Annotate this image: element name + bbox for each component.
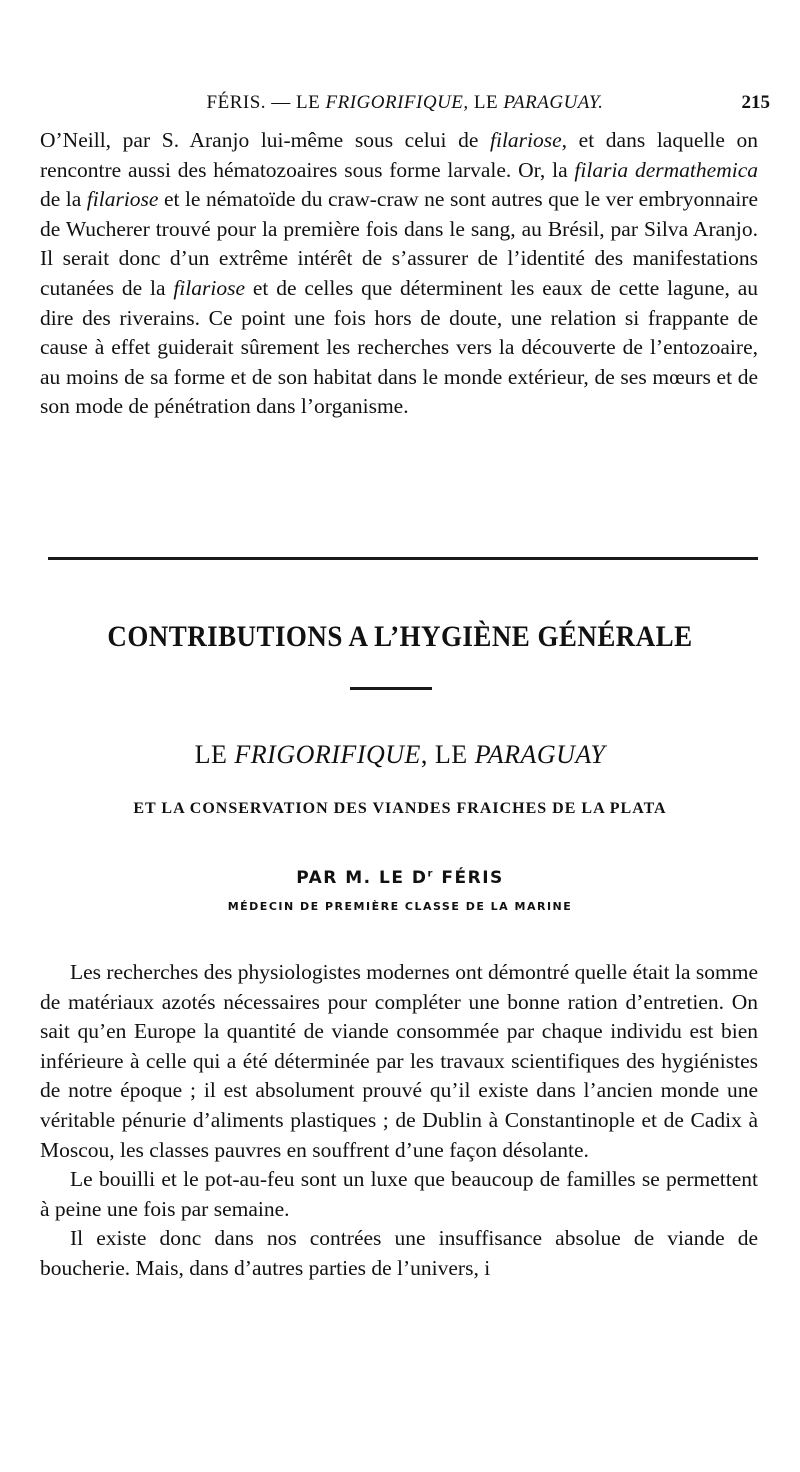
article-body <box>40 958 758 1284</box>
heading-rule <box>350 687 432 690</box>
article-title: LE FRIGORIFIQUE, LE PARAGUAY <box>194 740 606 769</box>
body-paragraph: Il existe donc dans nos contrées une insuffisance absolue de viande de boucherie. Mais, dans d’autres parties de l’univers, i <box>40 1226 758 1280</box>
running-head-italic2: PARAGUAY. <box>503 92 604 113</box>
body-paragraph: Les recherches des physiologistes modernes ont démontré quelle était la somme de matériaux azotés nécessaires pour compléter une bonne ration d’entretien. On sait qu’en Europe la quantité de viande consommée par chaque individu est bien inférieure à celle qui a été déterminée par les travaux scientifiques des hygiénistes de notre époque ; il est absolument prouvé qu’il existe dans l’ancien monde une véritable pénurie d’aliments plastiques ; de Dublin à Constantinople et de Cadix à Moscou, les classes pauvres en souffrent d’une façon désolante. <box>40 960 758 1162</box>
author-affiliation: MÉDECIN DE PREMIÈRE CLASSE DE LA MARINE <box>227 900 573 913</box>
section-heading: CONTRIBUTIONS A L’HYGIÈNE GÉNÉRALE <box>107 620 693 653</box>
author-byline: PAR M. LE $D^r$ FÉRIS <box>296 868 504 888</box>
running-head-italic: FRIGORIFIQUE, <box>325 92 469 113</box>
running-head-title <box>40 92 770 114</box>
continuation-paragraph: O’Neill, par S. Aranjo lui-même sous celui de filariose, et dans laquelle on rencontre aussi des hématozoaires sous forme larvale. Or, la filaria dermathemica de la filariose et le nématoïde du craw-craw ne sont autres que le ver embryonnaire de Wucherer trouvé pour la première fois dans le sang, au Brésil, par Silva Aranjo. Il serait donc d’un extrême intérêt de s’assurer de l’identité des manifestations cutanées de la filariose et de celles que déterminent les eaux de cette lagune, au dire des riverains. Ce point une fois hors de doute, une relation si frappante de cause à effet guiderait sûrement les recherches vers la découverte de l’entozoaire, au moins de sa forme et de son habitat dans le monde extérieur, de ses mœurs et de son mode de pénétration dans l’organisme. <box>40 128 758 419</box>
running-head-prefix: FÉRIS. — LE <box>206 92 326 113</box>
running-head <box>40 88 770 116</box>
article-subtitle: ET LA CONSERVATION DES VIANDES FRAICHES DE LA PLATA <box>133 800 667 817</box>
page-number: 215 <box>741 92 770 113</box>
section-divider <box>48 557 758 560</box>
body-paragraph: Le bouilli et le pot-au-feu sont un luxe que beaucoup de familles se permettent à peine une fois par semaine. <box>40 1167 758 1221</box>
running-head-suffix: LE <box>468 92 504 113</box>
